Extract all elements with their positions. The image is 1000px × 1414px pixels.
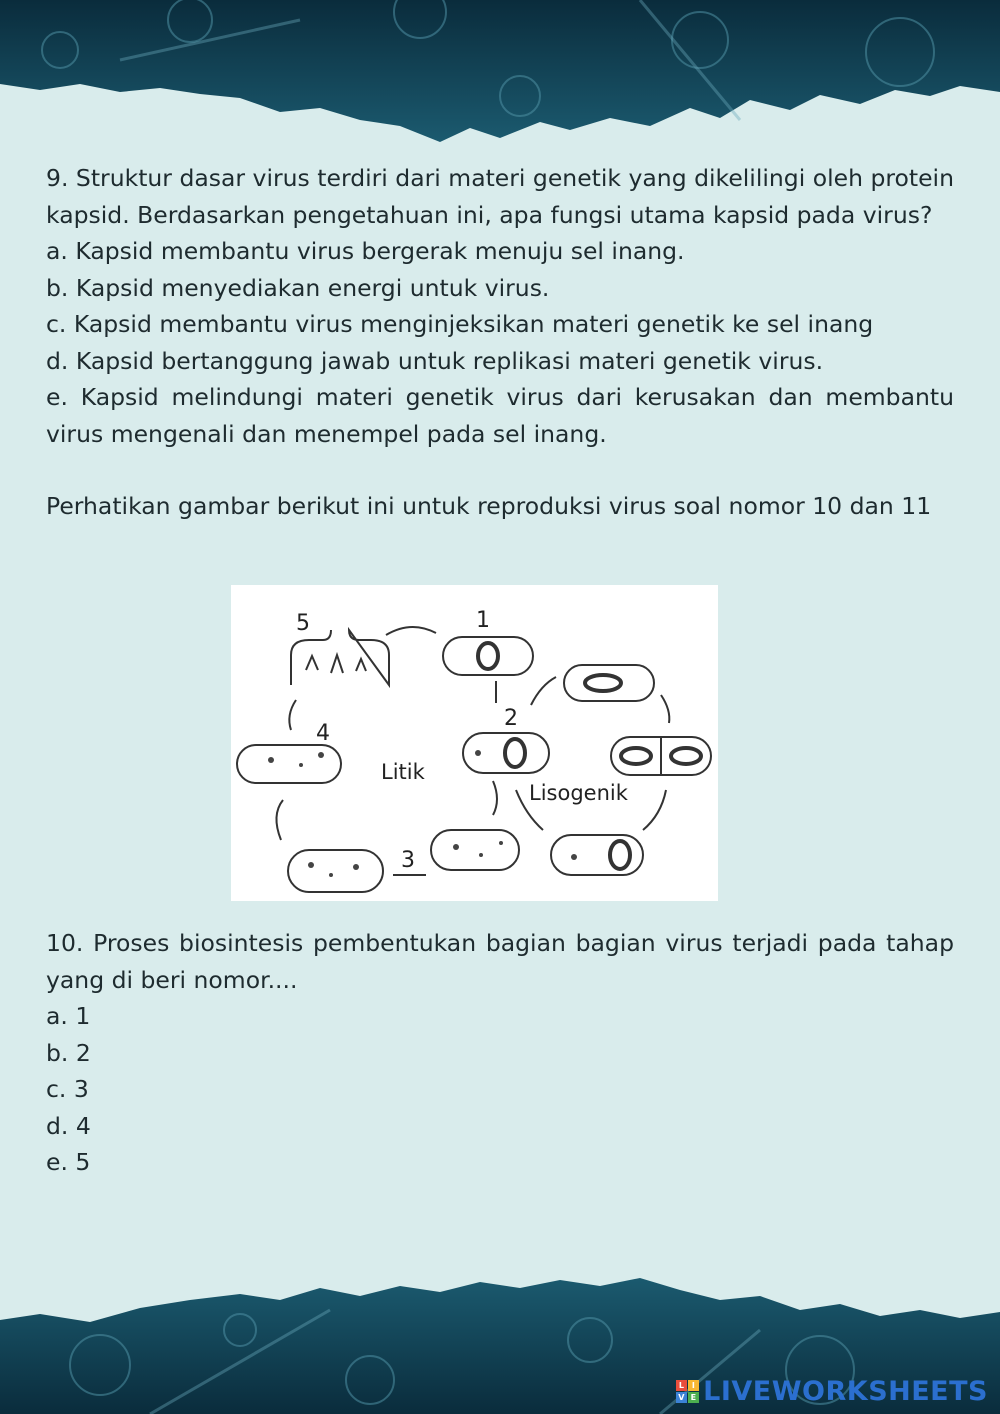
question-10-option-e[interactable]: e. 5 <box>46 1148 91 1176</box>
liveworksheets-logo <box>676 1374 988 1408</box>
question-9-stem: 9. Struktur dasar virus terdiri dari materi genetik yang dikelilingi oleh protein kapsid. Berdasarkan pengetahuan ini, apa fungsi utama kapsid pada virus? <box>46 164 954 229</box>
question-10-stem: 10. Proses biosintesis pembentukan bagian bagian virus terjadi pada tahap yang di beri nomor.... <box>46 929 954 994</box>
stage-1-number: 1 <box>476 608 490 633</box>
question-10-option-d[interactable]: d. 4 <box>46 1111 91 1140</box>
lytic-label: Litik <box>381 760 425 784</box>
question-10-option-a[interactable]: a. 1 <box>46 1002 91 1030</box>
lysogenic-label: Lisogenik <box>529 781 628 805</box>
brand-logo-letter: E <box>688 1392 699 1403</box>
question-10-block <box>46 925 954 1181</box>
virus-pattern-top <box>0 0 1000 150</box>
brand-logo-letter: L <box>676 1380 687 1391</box>
question-9-option-e[interactable]: e. Kapsid melindungi materi genetik virus dari kerusakan dan membantu virus mengenali dan menempel pada sel inang. <box>46 383 954 448</box>
virus-reproduction-diagram <box>231 585 718 901</box>
stage-5-number: 5 <box>296 611 310 636</box>
diagram-instruction: Perhatikan gambar berikut ini untuk reproduksi virus soal nomor 10 dan 11 <box>46 492 932 520</box>
question-10-option-c[interactable]: c. 3 <box>46 1075 89 1103</box>
brand-logo-mark <box>676 1380 699 1403</box>
brand-logo-letter: V <box>676 1392 687 1403</box>
question-9-option-a[interactable]: a. Kapsid membantu virus bergerak menuju sel inang. <box>46 237 685 265</box>
stage-3-number: 3 <box>401 848 415 873</box>
question-9-option-b[interactable]: b. Kapsid menyediakan energi untuk virus. <box>46 273 550 302</box>
top-decorative-band <box>0 0 1000 150</box>
lytic-lysogenic-cycle-figure <box>231 585 718 901</box>
stage-4-number: 4 <box>316 721 330 746</box>
brand-name: LIVEWORKSHEETS <box>703 1375 988 1407</box>
question-9-option-d[interactable]: d. Kapsid bertanggung jawab untuk replikasi materi genetik virus. <box>46 346 824 375</box>
question-9-option-c[interactable]: c. Kapsid membantu virus menginjeksikan materi genetik ke sel inang <box>46 310 874 338</box>
brand-logo-letter: I <box>688 1380 699 1391</box>
stage-2-number: 2 <box>504 706 518 731</box>
question-9-block <box>46 160 954 525</box>
spacer <box>46 452 954 488</box>
question-10-option-b[interactable]: b. 2 <box>46 1038 91 1067</box>
